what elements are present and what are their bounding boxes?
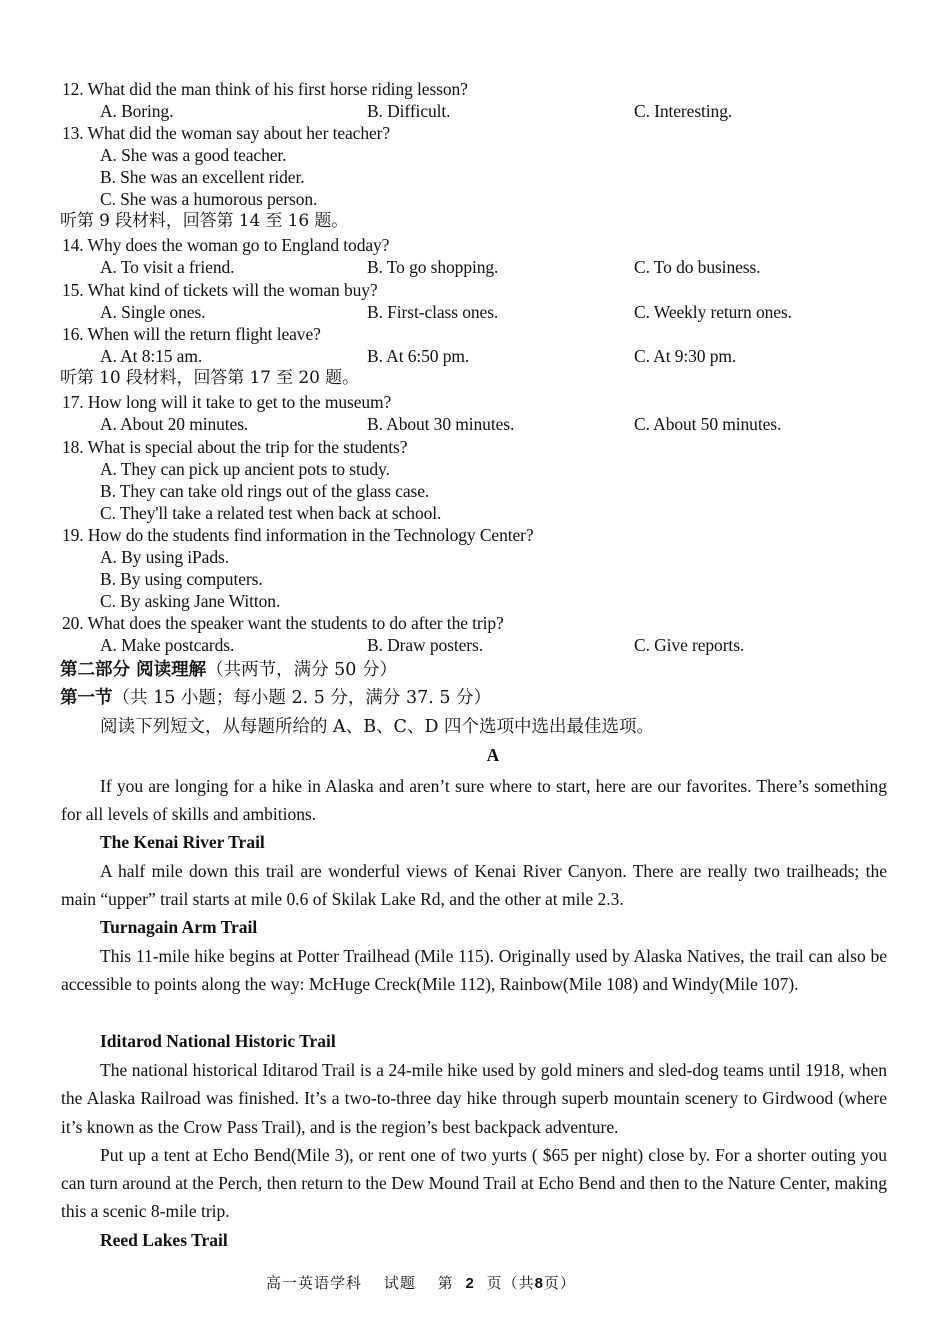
passage-iditarod bbox=[61, 1056, 887, 1226]
footer-total-pages: 8 bbox=[534, 1275, 544, 1292]
listening-instruction-10: 听第 10 段材料，回答第 17 至 20 题。 bbox=[60, 368, 359, 388]
section1-title-note: （共 15 小题；每小题 2. 5 分，满分 37. 5 分） bbox=[112, 688, 492, 708]
section1-title bbox=[60, 686, 491, 710]
passage-letter: A bbox=[486, 745, 500, 765]
option-c: C. They'll take a related test when back at school. bbox=[100, 503, 442, 523]
footer-page-prefix: 第 bbox=[437, 1274, 454, 1292]
part2-title-note: （共两节，满分 50 分） bbox=[206, 660, 397, 680]
reading-direction: 阅读下列短文，从每题所给的 A、B、C、D 四个选项中选出最佳选项。 bbox=[100, 717, 655, 737]
option-c: C. At 9:30 pm. bbox=[634, 346, 737, 366]
option-c: C. To do business. bbox=[634, 257, 761, 277]
passage-kenai bbox=[61, 857, 887, 914]
footer-total-suffix: 页） bbox=[543, 1274, 576, 1292]
paragraph: If you are longing for a hike in Alaska and aren’t sure where to start, here are our favorites. There’s something for all levels of skills and ambitions. bbox=[61, 776, 887, 825]
question-12: 12. What did the man think of his first horse riding lesson? bbox=[62, 79, 468, 99]
question-13: 13. What did the woman say about her teacher? bbox=[62, 123, 391, 143]
option-b: B. She was an excellent rider. bbox=[100, 167, 305, 187]
trail-heading: Turnagain Arm Trail bbox=[100, 917, 258, 937]
option-c: C. Weekly return ones. bbox=[634, 302, 792, 322]
listening-instruction-9: 听第 9 段材料，回答第 14 至 16 题。 bbox=[60, 211, 349, 231]
section1-title-main: 第一节 bbox=[60, 688, 113, 708]
question-14: 14. Why does the woman go to England today? bbox=[62, 235, 390, 255]
option-c: C. Interesting. bbox=[634, 101, 733, 121]
option-a: A. They can pick up ancient pots to study. bbox=[100, 459, 390, 479]
paragraph: This 11-mile hike begins at Potter Trailhead (Mile 115). Originally used by Alaska Natives, the trail can also be accessible to points along the way: McHuge Creck(Mile 112), Rainbow(Mile 108) and Windy(Mile 107). bbox=[61, 946, 887, 995]
option-c: C. Give reports. bbox=[634, 635, 745, 655]
option-a: A. By using iPads. bbox=[100, 547, 229, 567]
option-b: B. About 30 minutes. bbox=[367, 414, 515, 434]
question-17: 17. How long will it take to get to the museum? bbox=[62, 392, 392, 412]
part2-title bbox=[60, 658, 397, 682]
question-19: 19. How do the students find information in the Technology Center? bbox=[62, 525, 534, 545]
paragraph: The national historical Iditarod Trail is a 24-mile hike used by gold miners and sled-dog teams until 1918, when the Alaska Railroad was finished. It’s a two-to-three day hike through superb mountain scenery to Girdwood (where it’s known as the Crow Pass Trail), and is the region’s best backpack adventure. bbox=[61, 1060, 887, 1137]
option-b: B. At 6:50 pm. bbox=[367, 346, 470, 366]
trail-heading: Reed Lakes Trail bbox=[100, 1230, 228, 1250]
footer-page-number: 2 bbox=[465, 1275, 475, 1292]
option-b: B. To go shopping. bbox=[367, 257, 499, 277]
footer-subject: 高一英语学科 bbox=[266, 1274, 363, 1292]
part2-title-main: 第二部分 阅读理解 bbox=[60, 660, 207, 680]
passage-turnagain bbox=[61, 942, 887, 999]
option-b: B. By using computers. bbox=[100, 569, 263, 589]
page-footer bbox=[0, 1272, 842, 1293]
footer-kind: 试题 bbox=[383, 1274, 416, 1292]
paragraph: A half mile down this trail are wonderful views of Kenai River Canyon. There are really two trailheads; the main “upper” trail starts at mile 0.6 of Skilak Lake Rd, and the other at mile 2.3. bbox=[61, 861, 887, 910]
option-a: A. She was a good teacher. bbox=[100, 145, 287, 165]
option-c: C. By asking Jane Witton. bbox=[100, 591, 281, 611]
question-16: 16. When will the return flight leave? bbox=[62, 324, 321, 344]
option-a: A. To visit a friend. bbox=[100, 257, 235, 277]
option-c: C. About 50 minutes. bbox=[634, 414, 782, 434]
option-a: A. At 8:15 am. bbox=[100, 346, 203, 366]
question-18: 18. What is special about the trip for the students? bbox=[62, 437, 408, 457]
option-a: A. About 20 minutes. bbox=[100, 414, 249, 434]
option-a: A. Single ones. bbox=[100, 302, 206, 322]
paragraph: Put up a tent at Echo Bend(Mile 3), or rent one of two yurts ( $65 per night) close by. For a shorter outing you can turn around at the Perch, then return to the Dew Mound Trail at Echo Bend and then to the Nature Center, making this a scenic 8-mile trip. bbox=[61, 1144, 887, 1222]
option-b: B. Draw posters. bbox=[367, 635, 484, 655]
footer-page-suffix: 页（共 bbox=[486, 1274, 535, 1292]
question-20: 20. What does the speaker want the students to do after the trip? bbox=[62, 613, 504, 633]
trail-heading: Iditarod National Historic Trail bbox=[100, 1031, 336, 1051]
option-a: A. Make postcards. bbox=[100, 635, 235, 655]
option-b: B. They can take old rings out of the glass case. bbox=[100, 481, 430, 501]
question-15: 15. What kind of tickets will the woman buy? bbox=[62, 280, 378, 300]
option-b: B. First-class ones. bbox=[367, 302, 499, 322]
option-c: C. She was a humorous person. bbox=[100, 189, 318, 209]
passage-intro bbox=[61, 772, 887, 829]
footer-page bbox=[438, 1274, 576, 1292]
trail-heading: The Kenai River Trail bbox=[100, 832, 265, 852]
option-a: A. Boring. bbox=[100, 101, 174, 121]
option-b: B. Difficult. bbox=[367, 101, 451, 121]
